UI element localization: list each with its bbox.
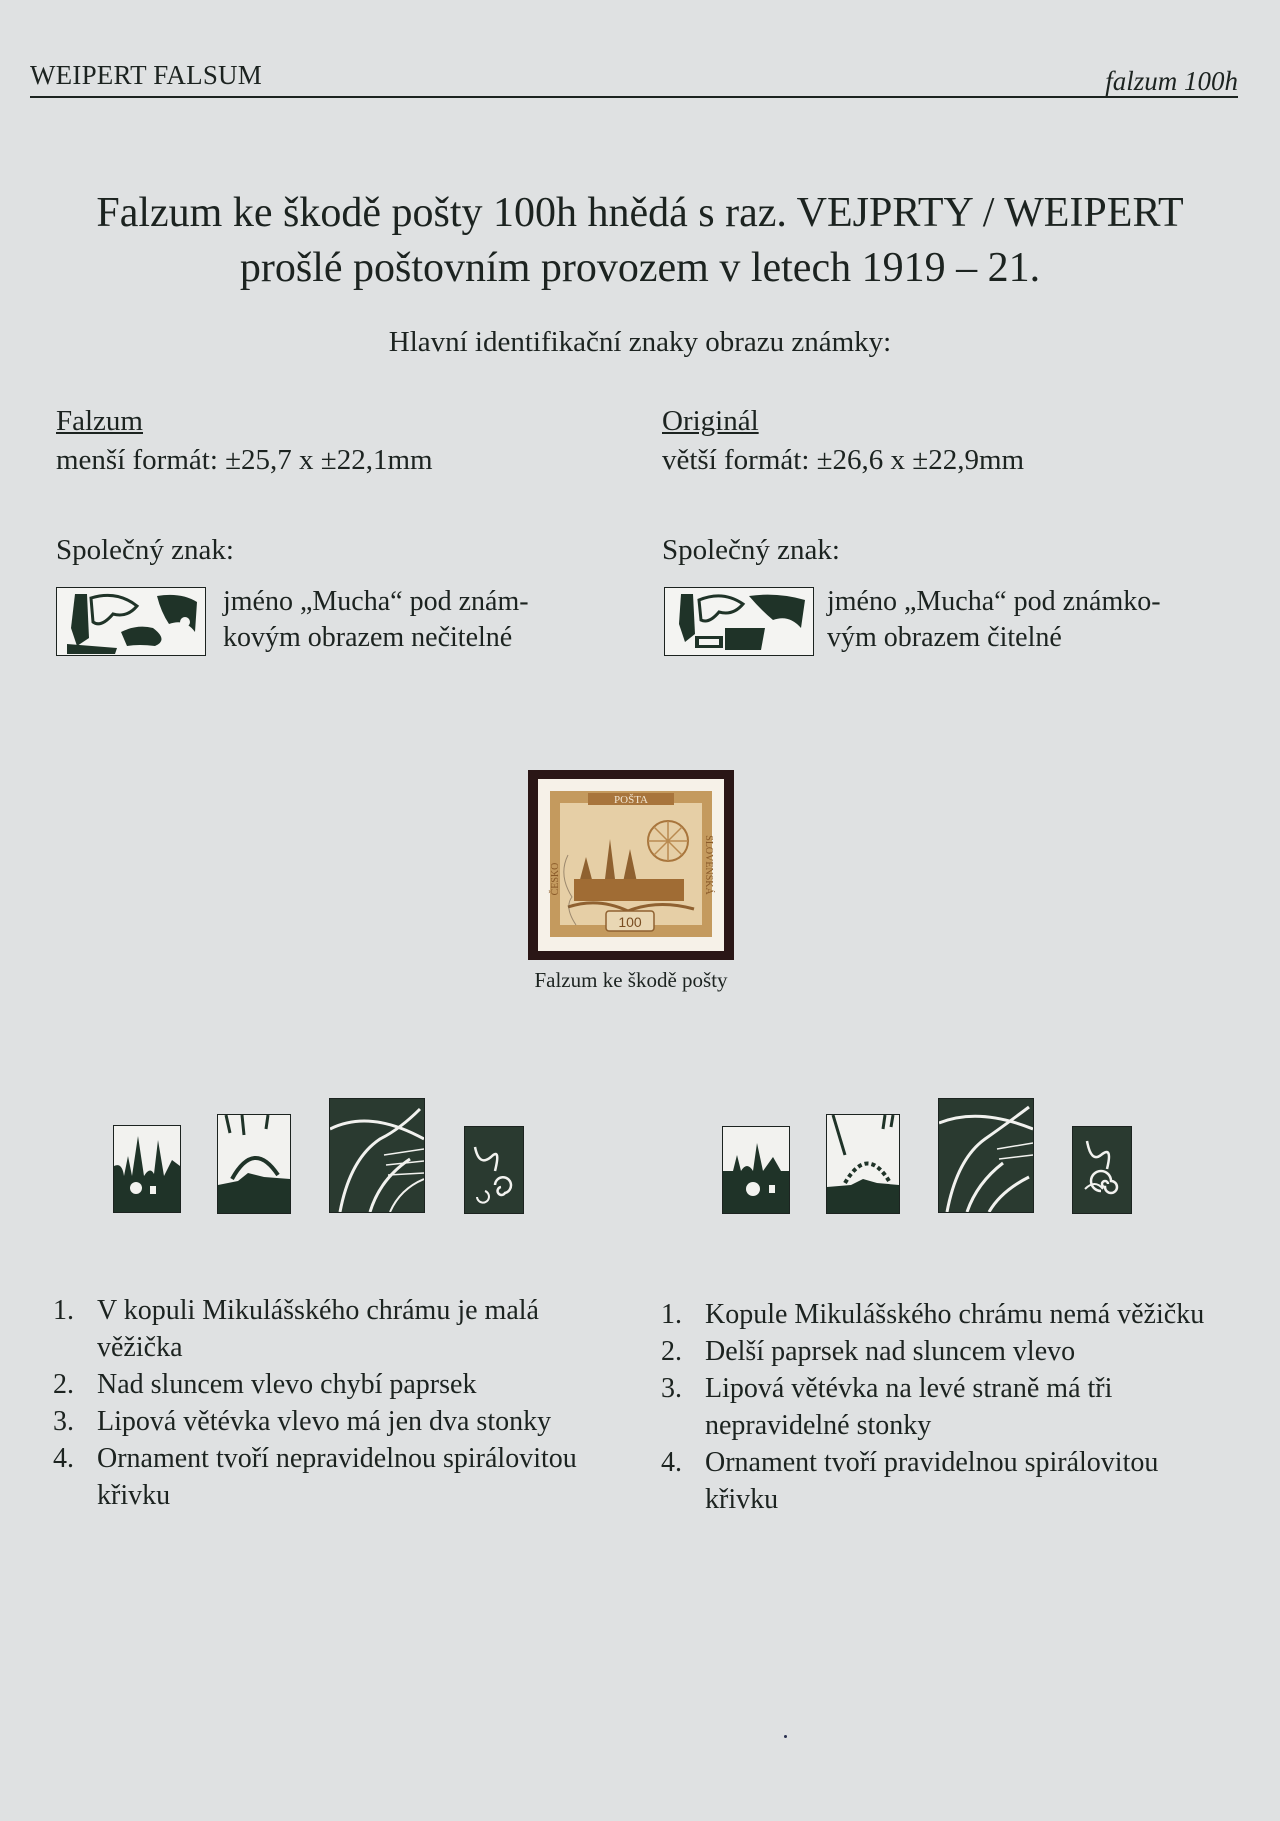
stamp-right-text: SLOVENSKÁ <box>703 835 714 895</box>
falzum-identification-list <box>53 1292 613 1514</box>
list-item <box>661 1370 1221 1444</box>
list-item <box>661 1444 1221 1518</box>
list-text: Ornament tvoří nepravidelnou spirálovitou křivku <box>97 1443 577 1511</box>
original-detail-3-linden <box>938 1098 1034 1213</box>
list-item <box>53 1366 613 1403</box>
list-number: 3. <box>53 1406 74 1437</box>
original-common-desc-line-2: vým obrazem čitelné <box>827 622 1062 653</box>
falzum-detail-1-dome <box>113 1125 181 1213</box>
original-common-desc-line-1: jméno „Mucha“ pod známko- <box>827 586 1161 617</box>
original-common-description <box>827 584 1161 656</box>
falzum-common-desc-line-1: jméno „Mucha“ pod znám- <box>223 586 529 617</box>
original-format: větší formát: ±26,6 x ±22,9mm <box>662 444 1025 476</box>
stamp-image <box>538 779 724 951</box>
falzum-detail-2-sun <box>217 1114 291 1214</box>
stamp-caption: Falzum ke škodě pošty <box>534 968 728 992</box>
header-right-title: falzum 100h <box>1105 66 1238 96</box>
falzum-common-label: Společný znak: <box>56 534 234 566</box>
original-identification-list <box>661 1296 1221 1518</box>
list-text: Kopule Mikulášského chrámu nemá věžičku <box>705 1299 1205 1330</box>
stamp-value: 100 <box>618 914 642 930</box>
list-number: 4. <box>661 1447 682 1478</box>
original-common-label: Společný znak: <box>662 534 840 566</box>
list-text: Lipová větévka vlevo má jen dva stonky <box>97 1406 552 1437</box>
falzum-mucha-detail-image <box>56 587 206 656</box>
list-item <box>661 1333 1221 1370</box>
list-text: Nad sluncem vlevo chybí paprsek <box>97 1369 477 1400</box>
list-item <box>53 1440 613 1514</box>
falzum-detail-4-ornament <box>464 1126 524 1214</box>
list-item <box>53 1403 613 1440</box>
list-number: 3. <box>661 1373 682 1404</box>
header-rule <box>30 96 1238 98</box>
original-detail-2-sun <box>826 1114 900 1214</box>
falzum-detail-3-linden <box>329 1098 425 1213</box>
original-detail-1-dome <box>722 1126 790 1214</box>
list-number: 4. <box>53 1443 74 1474</box>
list-text: V kopuli Mikulášského chrámu je malá věžička <box>97 1295 539 1363</box>
list-item <box>53 1292 613 1366</box>
original-heading: Originál <box>662 405 759 437</box>
list-text: Ornament tvoří pravidelnou spirálovitou křivku <box>705 1447 1159 1515</box>
list-number: 1. <box>53 1295 74 1326</box>
list-number: 1. <box>661 1299 682 1330</box>
stamp-left-text: ČESKO <box>550 862 561 896</box>
falzum-format: menší formát: ±25,7 x ±22,1mm <box>56 444 433 476</box>
page-title <box>0 186 1280 296</box>
original-detail-4-ornament <box>1072 1126 1132 1214</box>
stray-dot <box>784 1735 787 1738</box>
falzum-common-desc-line-2: kovým obrazem nečitelné <box>223 622 513 653</box>
falzum-common-description <box>223 584 529 656</box>
header-left-title: WEIPERT FALSUM <box>30 60 262 90</box>
stamp-mount <box>528 770 734 960</box>
original-mucha-detail-image <box>664 587 814 656</box>
title-line-1: Falzum ke škodě pošty 100h hnědá s raz. VEJPRTY / WEIPERT <box>96 190 1184 236</box>
stamp-top-text: POŠTA <box>614 794 648 806</box>
list-number: 2. <box>661 1336 682 1367</box>
title-line-2: prošlé poštovním provozem v letech 1919 – 21. <box>239 245 1041 291</box>
list-item <box>661 1296 1221 1333</box>
list-number: 2. <box>53 1369 74 1400</box>
falzum-heading: Falzum <box>56 405 143 437</box>
list-text: Delší paprsek nad sluncem vlevo <box>705 1336 1076 1367</box>
list-text: Lipová větévka na levé straně má tři nepravidelné stonky <box>705 1373 1113 1441</box>
subtitle: Hlavní identifikační znaky obrazu známky: <box>388 326 892 358</box>
